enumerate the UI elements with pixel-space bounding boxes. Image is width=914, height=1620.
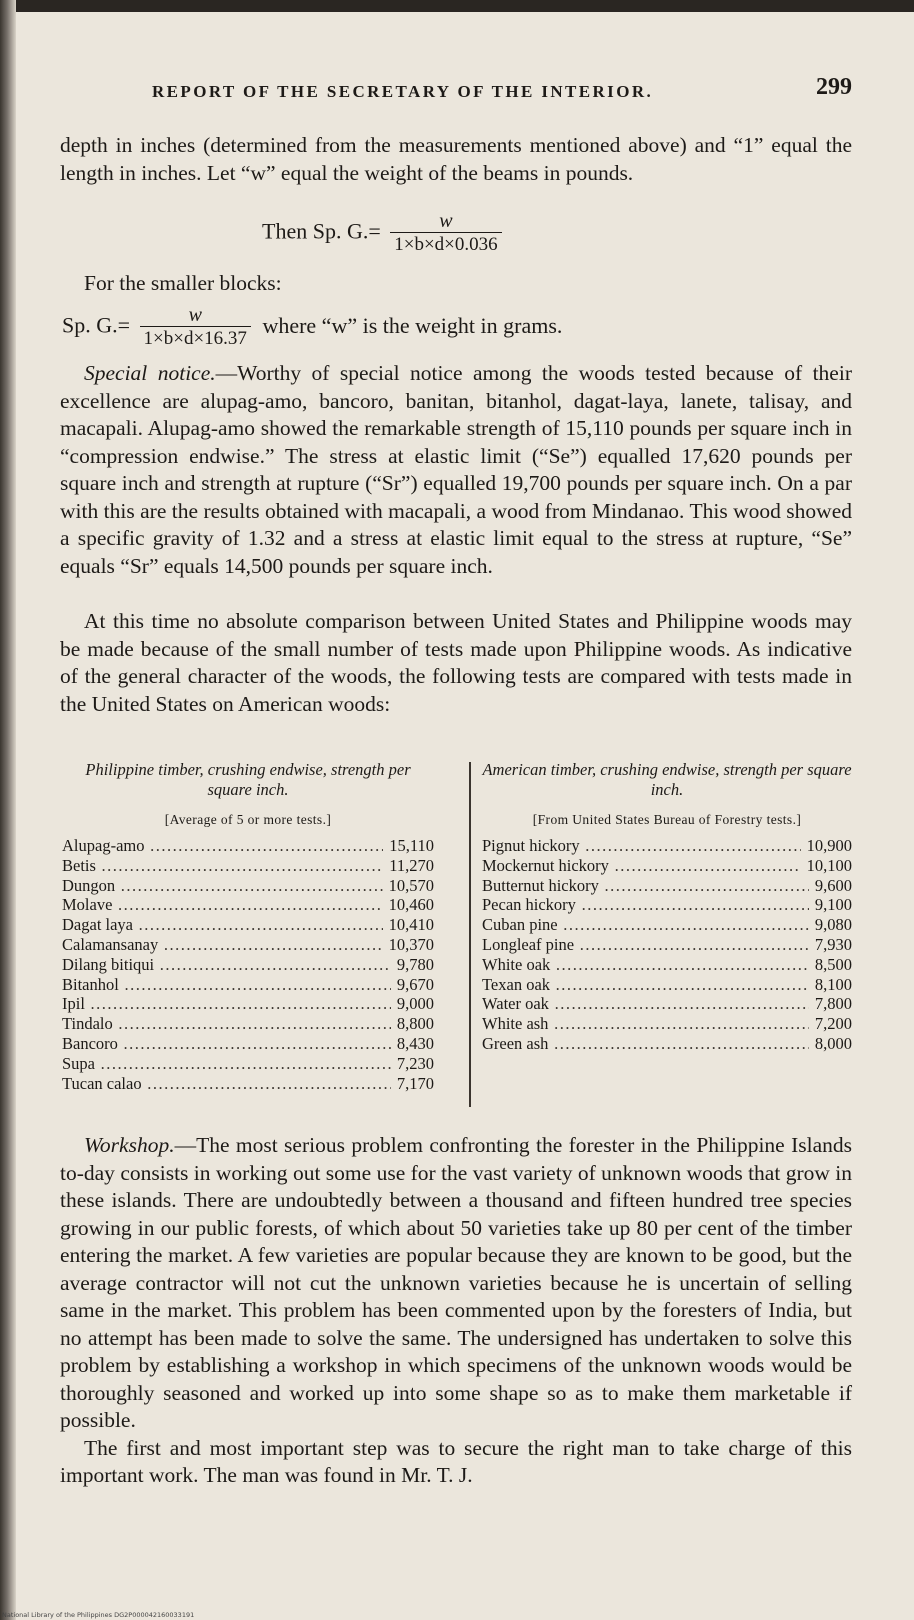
table-row	[482, 856, 852, 876]
formula2-fraction	[140, 304, 251, 351]
wood-name: Texan oak .....	[482, 975, 809, 995]
philippine-table-rows	[62, 836, 434, 1093]
strength-value: 9,100	[814, 895, 852, 915]
american-timber-table	[482, 760, 852, 1054]
scan-footer-credit: National Library of the Philippines DG2P000042160033191	[2, 1611, 195, 1619]
table-row	[482, 994, 852, 1014]
intro-paragraph-block	[60, 132, 852, 187]
header-title: REPORT OF THE SECRETARY OF THE INTERIOR.	[152, 82, 654, 101]
table-row	[482, 836, 852, 856]
table-row	[482, 895, 852, 915]
table-row	[482, 1034, 852, 1054]
table-row	[62, 935, 434, 955]
strength-value: 10,100	[806, 855, 852, 875]
wood-name: Alupag-amo .....	[62, 836, 383, 856]
formula1-prefix: Then Sp. G.=	[262, 218, 381, 244]
wood-name: Tucan calao .....	[62, 1074, 391, 1094]
strength-value: 10,460	[388, 895, 434, 915]
table-row	[62, 1034, 434, 1054]
strength-value: 7,230	[396, 1053, 434, 1073]
strength-value: 15,110	[389, 836, 434, 855]
comparison-block	[60, 608, 852, 718]
table-row	[62, 856, 434, 876]
wood-name: White oak .....	[482, 955, 809, 975]
wood-name: Dilang bitiqui .....	[62, 955, 391, 975]
specific-gravity-formula-beams	[262, 210, 502, 257]
strength-value: 9,000	[396, 994, 434, 1014]
american-table-caption: American timber, crushing endwise, strength per square inch.	[482, 760, 852, 799]
workshop-paragraph	[60, 1132, 852, 1435]
table-row	[62, 915, 434, 935]
wood-name: Longleaf pine .....	[482, 935, 809, 955]
wood-name: Ipil .....	[62, 994, 391, 1014]
table-row	[62, 975, 434, 995]
strength-value: 9,080	[814, 915, 852, 935]
wood-name: Betis .....	[62, 856, 383, 876]
strength-value: 10,410	[388, 915, 434, 935]
table-row	[482, 935, 852, 955]
intro-paragraph: depth in inches (determined from the measurements mentioned above) and “1” equal the length in inches. Let “w” equal the weight of the beams in pounds.	[60, 133, 852, 185]
special-notice-text: —Worthy of special notice among the woods tested because of their excellence are alupag-amo, bancoro, banitan, bitanhol, dagat-laya, lanete, talisay, and macapali. Alupag-amo showed the remarkable strength of 15,110 pounds per square inch in “compression endwise.” The stress at elastic limit (“Se”) equalled 17,620 pounds per square inch and strength at rupture (“Sr”) equalled 19,700 pounds per square inch. On a par with this are the results obtained with macapali, a wood from Mindanao. This wood showed a specific gravity of 1.32 and a stress at elastic limit equal to the stress at rupture, “Se” equals “Sr” equals 14,500 pounds per square inch.	[60, 361, 852, 578]
wood-name: Molave .....	[62, 895, 383, 915]
strength-value: 8,800	[396, 1014, 434, 1034]
formula1-denominator: 1×b×d×0.036	[390, 232, 501, 257]
workshop-text: —The most serious problem confronting the forester in the Philippine Islands to-day consists in working out some use for the vast variety of unknown woods that grow in these islands. There are undoubtedly between a thousand and fifteen hundred tree species growing in our public forests, of which about 50 varieties take up 80 per cent of the timber entering the market. A few varieties are popular because they are known to be good, but the average contractor will not cut the unknown varieties because he is uncertain of selling same in the market. This problem has been commented upon by the foresters of India, but no attempt has been made to solve the same. The undersigned has undertaken to solve this problem by establishing a workshop in which specimens of the unknown woods would be thoroughly seasoned and worked up into some shape so as to make them marketable if possible.	[60, 1133, 852, 1432]
table-divider	[469, 762, 471, 1107]
workshop-block	[60, 1132, 852, 1490]
strength-value: 7,800	[814, 994, 852, 1014]
table-row	[62, 1074, 434, 1094]
specific-gravity-formula-blocks	[62, 304, 562, 351]
american-table-rows	[482, 836, 852, 1054]
special-notice-heading: Special notice.	[84, 361, 216, 385]
table-row	[62, 1054, 434, 1074]
strength-value: 9,780	[396, 954, 434, 974]
table-row	[62, 836, 434, 856]
wood-name: Pignut hickory .....	[482, 836, 801, 856]
special-notice-paragraph	[60, 360, 852, 580]
formula2-denominator: 1×b×d×16.37	[140, 326, 251, 351]
special-notice-block	[60, 360, 852, 580]
wood-name: Tindalo .....	[62, 1014, 391, 1034]
table-row	[62, 895, 434, 915]
strength-value: 10,370	[388, 934, 434, 954]
wood-name: Bitanhol .....	[62, 975, 391, 995]
table-row	[482, 1014, 852, 1034]
strength-value: 7,930	[814, 934, 852, 954]
strength-value: 7,200	[814, 1014, 852, 1034]
timber-comparison-tables	[62, 760, 852, 1112]
strength-value: 7,170	[396, 1073, 434, 1093]
strength-value: 8,500	[814, 954, 852, 974]
strength-value: 10,900	[806, 836, 852, 855]
strength-value: 8,430	[396, 1033, 434, 1053]
table-row	[482, 975, 852, 995]
american-table-note: [From United States Bureau of Forestry tests.]	[532, 812, 802, 827]
formula2-numerator: w	[188, 304, 202, 326]
strength-value: 11,270	[389, 855, 434, 875]
wood-name: Green ash .....	[482, 1034, 809, 1054]
formula1-fraction	[390, 210, 501, 257]
table-row	[62, 955, 434, 975]
wood-name: Supa .....	[62, 1054, 391, 1074]
wood-name: Water oak .....	[482, 994, 809, 1014]
wood-name: Pecan hickory .....	[482, 895, 809, 915]
philippine-table-caption: Philippine timber, crushing endwise, strength per square inch.	[85, 760, 411, 799]
smaller-blocks-block	[60, 270, 852, 298]
philippine-table-note: [Average of 5 or more tests.]	[164, 812, 332, 827]
philippine-timber-table	[62, 760, 434, 1093]
formula2-suffix: where “w” is the weight in grams.	[262, 312, 563, 338]
table-row	[62, 876, 434, 896]
strength-value: 8,100	[814, 974, 852, 994]
page-number: 299	[816, 74, 852, 100]
workshop-heading: Workshop.	[84, 1133, 175, 1157]
strength-value: 10,570	[388, 875, 434, 895]
table-row	[482, 876, 852, 896]
strength-value: 8,000	[814, 1033, 852, 1053]
formula2-prefix: Sp. G.=	[62, 312, 131, 338]
table-row	[482, 915, 852, 935]
strength-value: 9,600	[814, 875, 852, 895]
smaller-blocks-label: For the smaller blocks:	[84, 271, 282, 295]
formula1-numerator: w	[439, 210, 453, 232]
wood-name: Cuban pine .....	[482, 915, 809, 935]
strength-value: 9,670	[396, 974, 434, 994]
table-row	[62, 1014, 434, 1034]
running-header	[60, 74, 852, 110]
wood-name: Dagat laya .....	[62, 915, 383, 935]
wood-name: Mockernut hickory .....	[482, 856, 801, 876]
wood-name: Butternut hickory .....	[482, 876, 809, 896]
wood-name: Bancoro .....	[62, 1034, 391, 1054]
table-row	[482, 955, 852, 975]
final-paragraph: The first and most important step was to secure the right man to take charge of this important work. The man was found in Mr. T. J.	[60, 1435, 852, 1487]
table-row	[62, 994, 434, 1014]
wood-name: Calamansanay .....	[62, 935, 383, 955]
scan-top-border	[0, 0, 914, 12]
comparison-paragraph: At this time no absolute comparison between United States and Philippine woods may be made because of the small number of tests made upon Philippine woods. As indicative of the general character of the woods, the following tests are compared with tests made in the United States on American woods:	[60, 609, 852, 716]
scan-binding-edge	[0, 0, 16, 1620]
wood-name: Dungon .....	[62, 876, 383, 896]
wood-name: White ash .....	[482, 1014, 809, 1034]
